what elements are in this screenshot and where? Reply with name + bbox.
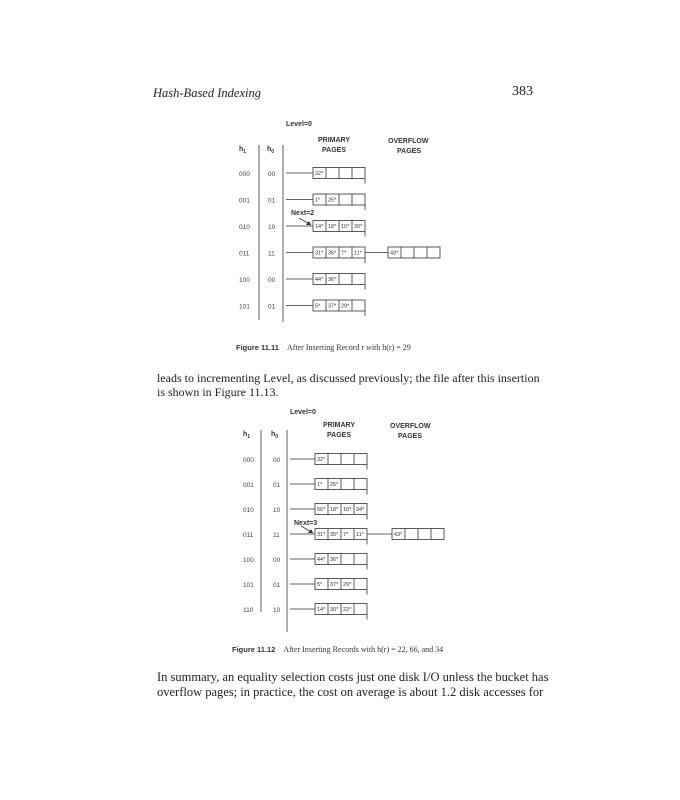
h0-label: $h_0$ <box>271 431 279 440</box>
paragraph-line: leads to incrementing Level, as discussed previously; the file after this insertion <box>157 371 540 385</box>
h0-label: $h_0$ <box>267 146 275 155</box>
primary-label-1: PRIMARY <box>318 137 351 144</box>
h1-value: 100 <box>239 277 250 284</box>
record-entry: 35* <box>328 250 337 257</box>
paragraph-line: is shown in Figure 11.13. <box>157 385 279 399</box>
h1-value: 001 <box>239 197 250 205</box>
h1-value: 011 <box>239 250 250 258</box>
record-entry: 31* <box>315 250 324 257</box>
h1-value: 100 <box>243 557 254 564</box>
record-entry: 32* <box>315 171 324 177</box>
record-entry: 44* <box>317 557 326 563</box>
level-label: Level=0 <box>290 409 316 416</box>
h0-value: 11 <box>268 250 275 258</box>
bucket-row <box>239 274 365 290</box>
primary-label-2: PAGES <box>322 147 346 154</box>
overflow-entry: 43* <box>394 532 403 538</box>
record-entry: 29* <box>343 582 352 588</box>
next-label: Next=3 <box>294 520 318 527</box>
level-label: Level=0 <box>286 121 312 128</box>
bucket-row <box>239 194 365 210</box>
bucket-row <box>243 554 367 570</box>
figure-11-12 <box>232 409 444 654</box>
record-entry: 18* <box>328 224 337 230</box>
h0-value: 10 <box>273 607 281 614</box>
overflow-label-2: PAGES <box>398 433 422 440</box>
h1-value: 010 <box>243 507 254 514</box>
h1-value: 010 <box>239 224 250 231</box>
h1-value: 000 <box>239 171 250 178</box>
body-paragraph-2 <box>157 670 549 700</box>
bucket-row <box>239 218 365 237</box>
h1-label: $h_1$ <box>243 431 251 440</box>
record-entry: 37* <box>330 582 339 588</box>
record-entry: 35* <box>330 532 339 538</box>
h0-value: 01 <box>268 197 276 205</box>
record-entry: 34* <box>356 507 365 513</box>
record-entry: 31* <box>317 532 326 538</box>
figure-11-11 <box>236 121 440 352</box>
record-entry: 1* <box>317 482 323 488</box>
h0-value: 01 <box>268 303 276 311</box>
bucket-row <box>243 604 367 620</box>
record-entry: 29* <box>341 303 350 310</box>
bucket-row <box>243 479 367 495</box>
bucket-row <box>239 168 365 184</box>
record-entry: 10* <box>341 224 350 230</box>
record-entry: 36* <box>330 557 339 563</box>
record-entry: 36* <box>328 277 337 283</box>
record-entry: 10* <box>343 507 352 513</box>
overflow-label-2: PAGES <box>397 148 421 155</box>
page-number: 383 <box>512 84 533 99</box>
bucket-row <box>239 300 365 316</box>
record-entry: 25* <box>330 482 339 488</box>
record-entry: 18* <box>330 507 339 513</box>
paragraph-line: In summary, an equality selection costs just one disk I/O unless the bucket has <box>157 670 549 684</box>
record-entry: 7* <box>341 250 347 257</box>
record-entry: 11* <box>356 532 364 538</box>
overflow-label-1: OVERFLOW <box>388 138 429 145</box>
bucket-row <box>243 526 444 545</box>
paragraph-line: overflow pages; in practice, the cost on average is about 1.2 disk accesses for <box>157 685 544 699</box>
record-entry: 66* <box>317 507 326 513</box>
record-entry: 7* <box>343 532 349 538</box>
record-entry: 5* <box>317 582 323 588</box>
body-paragraph-1 <box>157 371 540 399</box>
record-entry: 14* <box>315 224 324 230</box>
record-entry: 25* <box>328 197 337 204</box>
overflow-label-1: OVERFLOW <box>390 423 431 430</box>
h1-value: 011 <box>243 532 254 539</box>
h0-value: 10 <box>268 224 276 231</box>
record-entry: 44* <box>315 277 324 283</box>
h0-value: 01 <box>273 482 281 489</box>
record-entry: 37* <box>328 303 337 310</box>
h1-value: 101 <box>243 582 254 589</box>
primary-label-2: PAGES <box>327 432 351 439</box>
record-entry: 30* <box>330 607 339 613</box>
bucket-row <box>243 454 367 470</box>
h0-value: 00 <box>273 457 281 464</box>
h0-value: 00 <box>273 557 281 564</box>
record-entry: 30* <box>354 224 363 230</box>
h0-value: 11 <box>273 532 280 539</box>
record-entry: 32* <box>317 457 326 463</box>
record-entry: 22* <box>343 607 352 613</box>
record-entry: 11* <box>354 250 362 257</box>
figure-caption: Figure 11.12 After Inserting Records with h(r) = 22, 66, and 34 <box>232 645 444 654</box>
record-entry: 1* <box>315 197 321 204</box>
figure-caption: Figure 11.11 After Inserting Record r with h(r) = 29 <box>236 343 411 352</box>
record-entry: 14* <box>317 607 326 613</box>
h0-value: 00 <box>268 171 276 178</box>
h0-value: 10 <box>273 507 281 514</box>
h1-value: 110 <box>243 607 254 614</box>
h1-value: 001 <box>243 482 254 489</box>
h0-value: 00 <box>268 277 276 284</box>
record-entry: 5* <box>315 303 321 310</box>
bucket-row <box>243 504 367 520</box>
next-arrow-head <box>308 529 313 533</box>
h1-label: $h_1$ <box>239 146 247 155</box>
h1-value: 101 <box>239 303 250 311</box>
bucket-row <box>239 247 440 263</box>
primary-label-1: PRIMARY <box>323 422 356 429</box>
next-arrow-head <box>306 221 311 225</box>
overflow-entry: 43* <box>390 250 399 257</box>
h1-value: 000 <box>243 457 254 464</box>
h0-value: 01 <box>273 582 281 589</box>
next-label: Next=2 <box>291 210 315 217</box>
bucket-row <box>243 579 367 595</box>
running-header-title: Hash-Based Indexing <box>153 86 261 100</box>
